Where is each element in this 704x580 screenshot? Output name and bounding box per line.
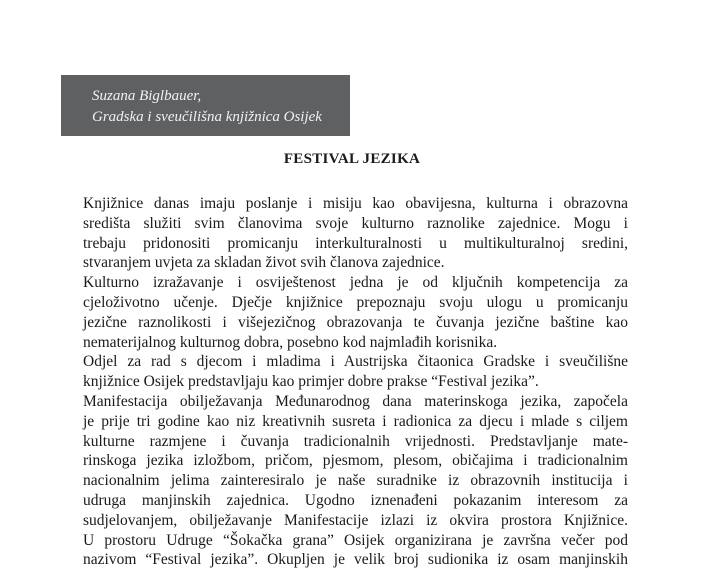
- body-line: Knjižnice danas imaju poslanje i misiju kao obavijesna, kulturna i obrazovna: [83, 195, 628, 212]
- body-line: Kulturno izražavanje i osviještenost jedna je od ključnih kompetencija za: [83, 274, 628, 292]
- body-line: U prostoru Udruge “Šokačka grana” Osijek organizirana je završna večer pod: [83, 531, 628, 549]
- body-line: cjeloživotno učenje. Dječje knjižnice prepoznaju svoju ulogu u promicanju: [83, 293, 628, 311]
- author-box: [61, 75, 350, 136]
- body-line: trebaju pridonositi promicanju interkulturalnosti u multikulturalnoj sredini,: [83, 234, 628, 252]
- article-body: [83, 194, 628, 570]
- body-line: jezične raznolikosti i višejezičnog obrazovanja te čuvanja jezične baštine kao: [83, 313, 628, 331]
- author-affiliation: Gradska i sveučilišna knjižnica Osijek: [92, 109, 322, 125]
- body-line: stvaranjem uvjeta za skladan život svih članova zajednice.: [83, 254, 445, 272]
- body-line: Odjel za rad s djecom i mladima i Austrijska čitaonica Gradske i sveučilišne: [83, 353, 628, 371]
- body-line: središta služiti svim članovima svoje kulturno raznolike zajednice. Mogu i: [83, 214, 628, 232]
- body-line: Manifestacija obilježavanja Međunarodnog dana materinskoga jezika, započela: [83, 392, 628, 410]
- body-line: knjižnice Osijek predstavljaju kao primjer dobre prakse “Festival jezika”.: [83, 373, 539, 391]
- author-name: Suzana Biglbauer,: [92, 88, 202, 104]
- body-line: nazivom “Festival jezika”. Okupljen je velik broj sudionika iz osam manjinskih: [83, 551, 628, 569]
- body-line: udruga manjinskih zajednica. Ugodno iznenađeni pokazanim interesom za: [83, 491, 628, 509]
- body-line: sudjelovanjem, obilježavanje Manifestacije izlazi iz okvira prostora Knjižnice.: [83, 511, 628, 529]
- body-line: nematerijalnog kulturnog dobra, posebno kod najmlađih korisnika.: [83, 333, 498, 351]
- body-line: kulturne razmjene i čuvanja tradicionalnih vrijednosti. Predstavljanje mate-: [83, 432, 628, 450]
- body-line: rinskoga jezika izložbom, pričom, pjesmom, plesom, običajima i tradicionalnim: [83, 452, 628, 470]
- body-line: je prije tri godine kao niz kreativnih susreta i radionica za djecu i mlade s ciljem: [83, 412, 628, 430]
- article-title: FESTIVAL JEZIKA: [283, 151, 421, 167]
- body-line: nacionalnim jelima zainteresiralo je naše suradnike iz obrazovnih institucija i: [83, 472, 628, 490]
